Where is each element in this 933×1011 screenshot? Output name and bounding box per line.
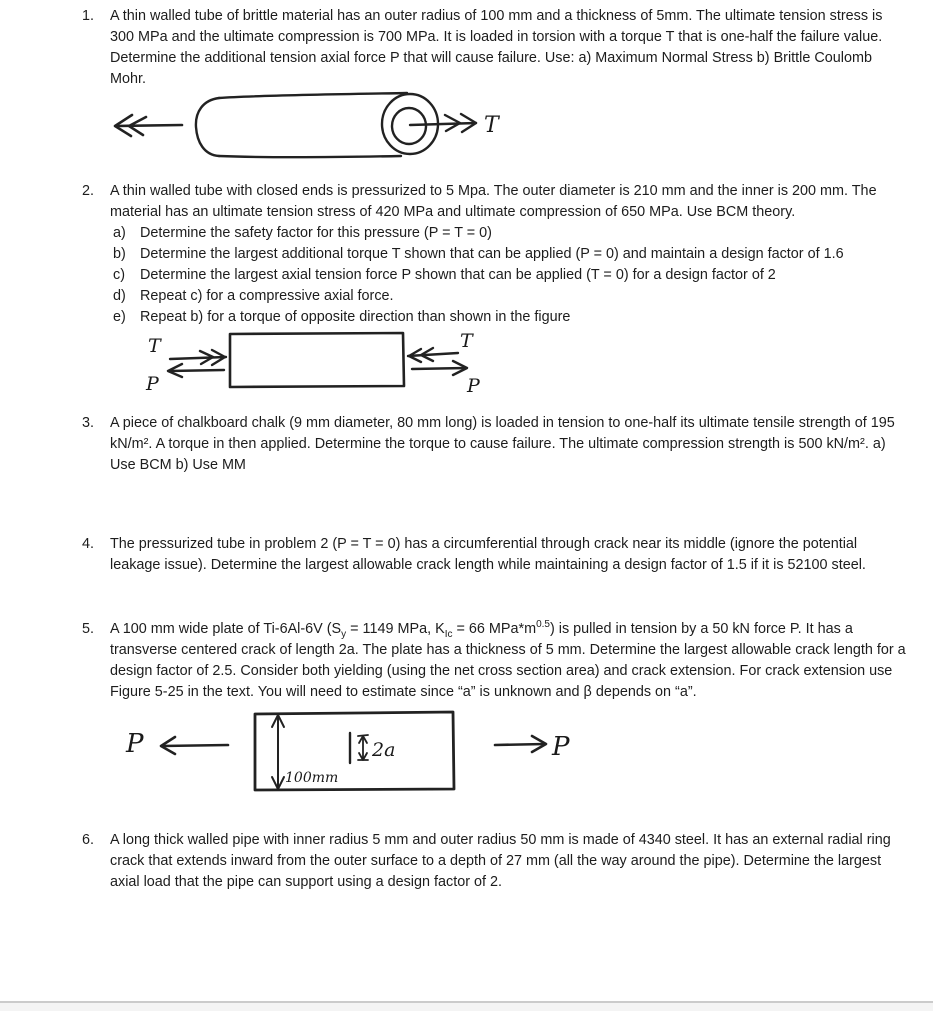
problem-5-text-part: A 100 mm wide plate of Ti-6Al-6V (S [110,621,342,637]
superscript-0-5: 0.5 [536,619,550,631]
problem-1-number: 1. [82,8,95,24]
figure-5-width-label: 100mm [285,770,339,786]
subitem-d-letter: d) [113,288,126,304]
problem-4-number: 4. [82,536,95,552]
subitem-b [113,244,908,265]
problem-5-text-part: = 66 MPa*m [452,621,537,637]
problem-6-text: A long thick walled pipe with inner radius 5 mm and outer radius 50 mm is made of 4340 steel. It has an external radial ring crack that extends inward from the outer surface to a depth of 27 mm (all the way around the pipe). Determine the largest axial load that the pipe can support using a design factor of 2. [110,832,891,890]
figure-5-cracked-plate [120,700,580,807]
problem-6-number: 6. [82,832,95,848]
problem-2-subitems [110,223,908,328]
figure-2-left-torque-label: T [148,335,161,357]
subitem-d [113,286,908,307]
left-torque-arrow-icon [115,115,182,136]
figure-5-crack-label: 2a [372,739,396,761]
right-torque-arrow-icon [410,114,476,132]
subitem-e-letter: e) [113,309,126,325]
subitem-a [113,223,908,244]
subitem-b-letter: b) [113,246,126,262]
problem-4-text: The pressurized tube in problem 2 (P = T = 0) has a circumferential through crack near its middle (ignore the potential leakage issue). Determine the largest allowable crack length while maintaining a design factor of 1.5 if it is 52100 steel. [110,536,866,573]
tube-outline [196,93,438,157]
problem-4 [82,534,908,576]
problem-5-text-part: = 1149 MPa, K [346,621,445,637]
tube-rectangle [230,333,404,387]
problem-5-text [110,619,908,703]
left-torque-arrow-icon [170,350,226,365]
page-bottom-divider [0,1001,933,1011]
subitem-c-text: Determine the largest axial tension force P shown that can be applied (T = 0) for a design factor of 2 [140,267,776,283]
crack-mark [350,733,368,763]
right-torque-arrow-icon [408,348,458,362]
problem-3 [82,413,908,476]
problem-5-text-part: ) is pulled in tension by a 50 kN force P. It has a transverse centered crack of length 2a. The plate has a thickness of 5 mm. Determine the largest allowable crack length for a design factor of 2.5. Consider both yielding (using the net cross section area) and crack extension. For crack extension use Figure 5-25 in the text. You will need to estimate since “a” is unknown and β depends on “a”. [110,621,906,700]
problem-3-text: A piece of chalkboard chalk (9 mm diameter, 80 mm long) is loaded in tension to one-half its ultimate tensile strength of 195 kN/m². A torque in then applied. Determine the torque to cause failure. The ultimate compression strength is 500 kN/m². a) Use BCM b) Use MM [110,415,895,473]
problem-1-text: A thin walled tube of brittle material has an outer radius of 100 mm and a thickness of 5mm. The ultimate tension stress is 300 MPa and the ultimate compression is 700 MPa. It is loaded in torsion with a torque T that is one-half the failure value. Determine the additional tension axial force P that will cause failure. Use: a) Maximum Normal Stress b) Brittle Coulomb Mohr. [110,8,883,87]
right-force-arrow-icon [495,736,546,752]
problem-6 [82,830,908,893]
subitem-e [113,307,908,328]
subitem-b-text: Determine the largest additional torque T shown that can be applied (P = 0) and maintain a design factor of 1.6 [140,246,844,262]
subitem-e-text: Repeat b) for a torque of opposite direction than shown in the figure [140,309,571,325]
subitem-a-text: Determine the safety factor for this pressure (P = T = 0) [140,225,492,241]
figure-5-left-force-label: P [126,729,144,759]
figure-2-left-force-label: P [146,373,159,395]
figure-2-right-torque-label: T [460,330,473,352]
left-force-arrow-icon [168,364,224,377]
figure-1-tube-torsion [100,86,520,177]
subscript-Ic: Ic [444,628,453,640]
problem-2-number: 2. [82,183,95,199]
problem-1 [82,6,908,90]
subitem-c-letter: c) [113,267,125,283]
figure-2-tube-loads [140,328,500,401]
left-force-arrow-icon [161,737,228,754]
figure-2-right-force-label: P [467,375,480,396]
subitem-a-letter: a) [113,225,126,241]
subitem-c [113,265,908,286]
problem-5-number: 5. [82,621,95,637]
subitem-d-text: Repeat c) for a compressive axial force. [140,288,394,304]
problem-2 [82,181,908,328]
figure-1-torque-label: T [484,113,499,138]
problem-3-number: 3. [82,415,95,431]
figure-5-right-force-label: P [552,732,570,762]
right-force-arrow-icon [412,361,467,375]
problem-2-text: A thin walled tube with closed ends is pressurized to 5 Mpa. The outer diameter is 210 mm and the inner is 200 mm. The material has an ultimate tension stress of 420 MPa and ultimate compression of 650 MPa. Use BCM theory. [110,183,877,220]
subscript-y: y [341,628,347,640]
width-dimension-arrow-icon [272,715,284,789]
problem-5 [82,619,908,703]
